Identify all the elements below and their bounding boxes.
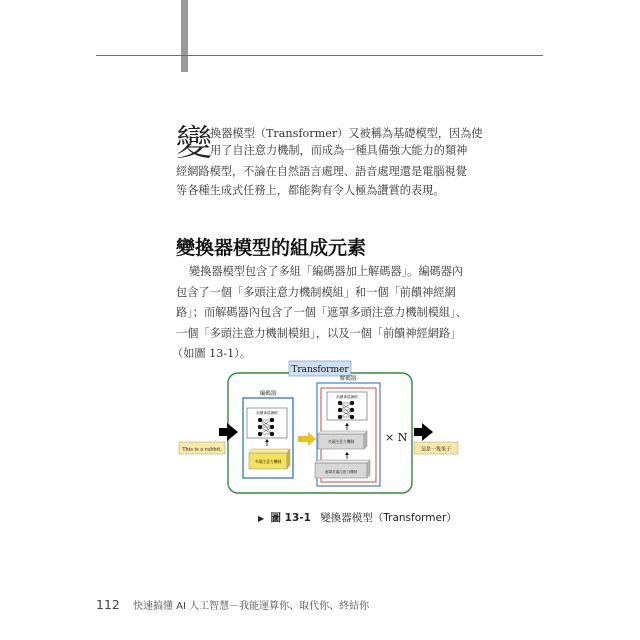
body-line: 包含了一個「多頭注意力機制模組」和一個「前饋神經網	[176, 286, 456, 299]
intro-line: 用了自注意力機制，而成為一種具備強大能力的類神	[210, 144, 468, 157]
decoder-label: 解碼器	[339, 376, 357, 382]
intro-line: 經網路模型，不論在自然語言處理、語音處理還是電腦視覺	[176, 165, 467, 178]
body-line: 變換器模型包含了多組「編碼器加上解碼器」。編碼器內	[189, 265, 464, 278]
transformer-title: Transformer	[291, 365, 349, 375]
output-text: 這是一隻兔子	[420, 446, 452, 453]
book-title: 快速搞懂 AI 人工智慧－我能運算你、取代你、終結你	[132, 601, 370, 612]
top-accent-bar	[181, 0, 188, 72]
section-heading: 變換器模型的組成元素	[176, 237, 367, 259]
encoder-decoder-arrow	[298, 432, 316, 446]
input-arrow	[219, 423, 238, 441]
decoder-ffn-label: 前饋神經網路	[336, 395, 358, 399]
page-footer	[96, 594, 369, 613]
intro-line: 換器模型（Transformer）又被稱為基礎模型，因為使	[210, 127, 483, 140]
intro-line: 等各種生成式任務上，都能夠有令人極為讚賞的表現。	[176, 184, 445, 197]
caption-text: 變換器模型（Transformer）	[320, 512, 457, 524]
caption-number: 圖 13-1	[270, 512, 311, 524]
output-arrow	[414, 423, 433, 441]
top-rule	[96, 55, 543, 56]
encoder-ffn-label: 前饋神經網路	[256, 411, 278, 415]
decoder-masked-mha-label: 遮罩多頭注意力機制	[324, 470, 358, 474]
repeat-label: × N	[385, 431, 408, 444]
body-line: （如圖 13-1）。	[172, 347, 252, 360]
decoder-mha-label: 多頭注意力機制	[327, 439, 355, 444]
body-line: 一個「多頭注意力機制模組」，以及一個「前饋神經網路」	[176, 327, 462, 340]
page-number: 112	[96, 597, 120, 612]
drop-cap: 變	[176, 123, 213, 164]
transformer-diagram	[170, 356, 470, 505]
encoder-label: 編碼器	[259, 391, 277, 397]
figure-caption	[258, 510, 457, 525]
caption-marker-icon: ▶	[258, 514, 265, 523]
body-line: 路」；而解碼器內包含了一個「遮罩多頭注意力機制模組」、	[176, 306, 467, 319]
encoder-mha-label: 多頭注意力機制	[254, 459, 282, 464]
input-text: This is a rabbit.	[182, 446, 222, 453]
